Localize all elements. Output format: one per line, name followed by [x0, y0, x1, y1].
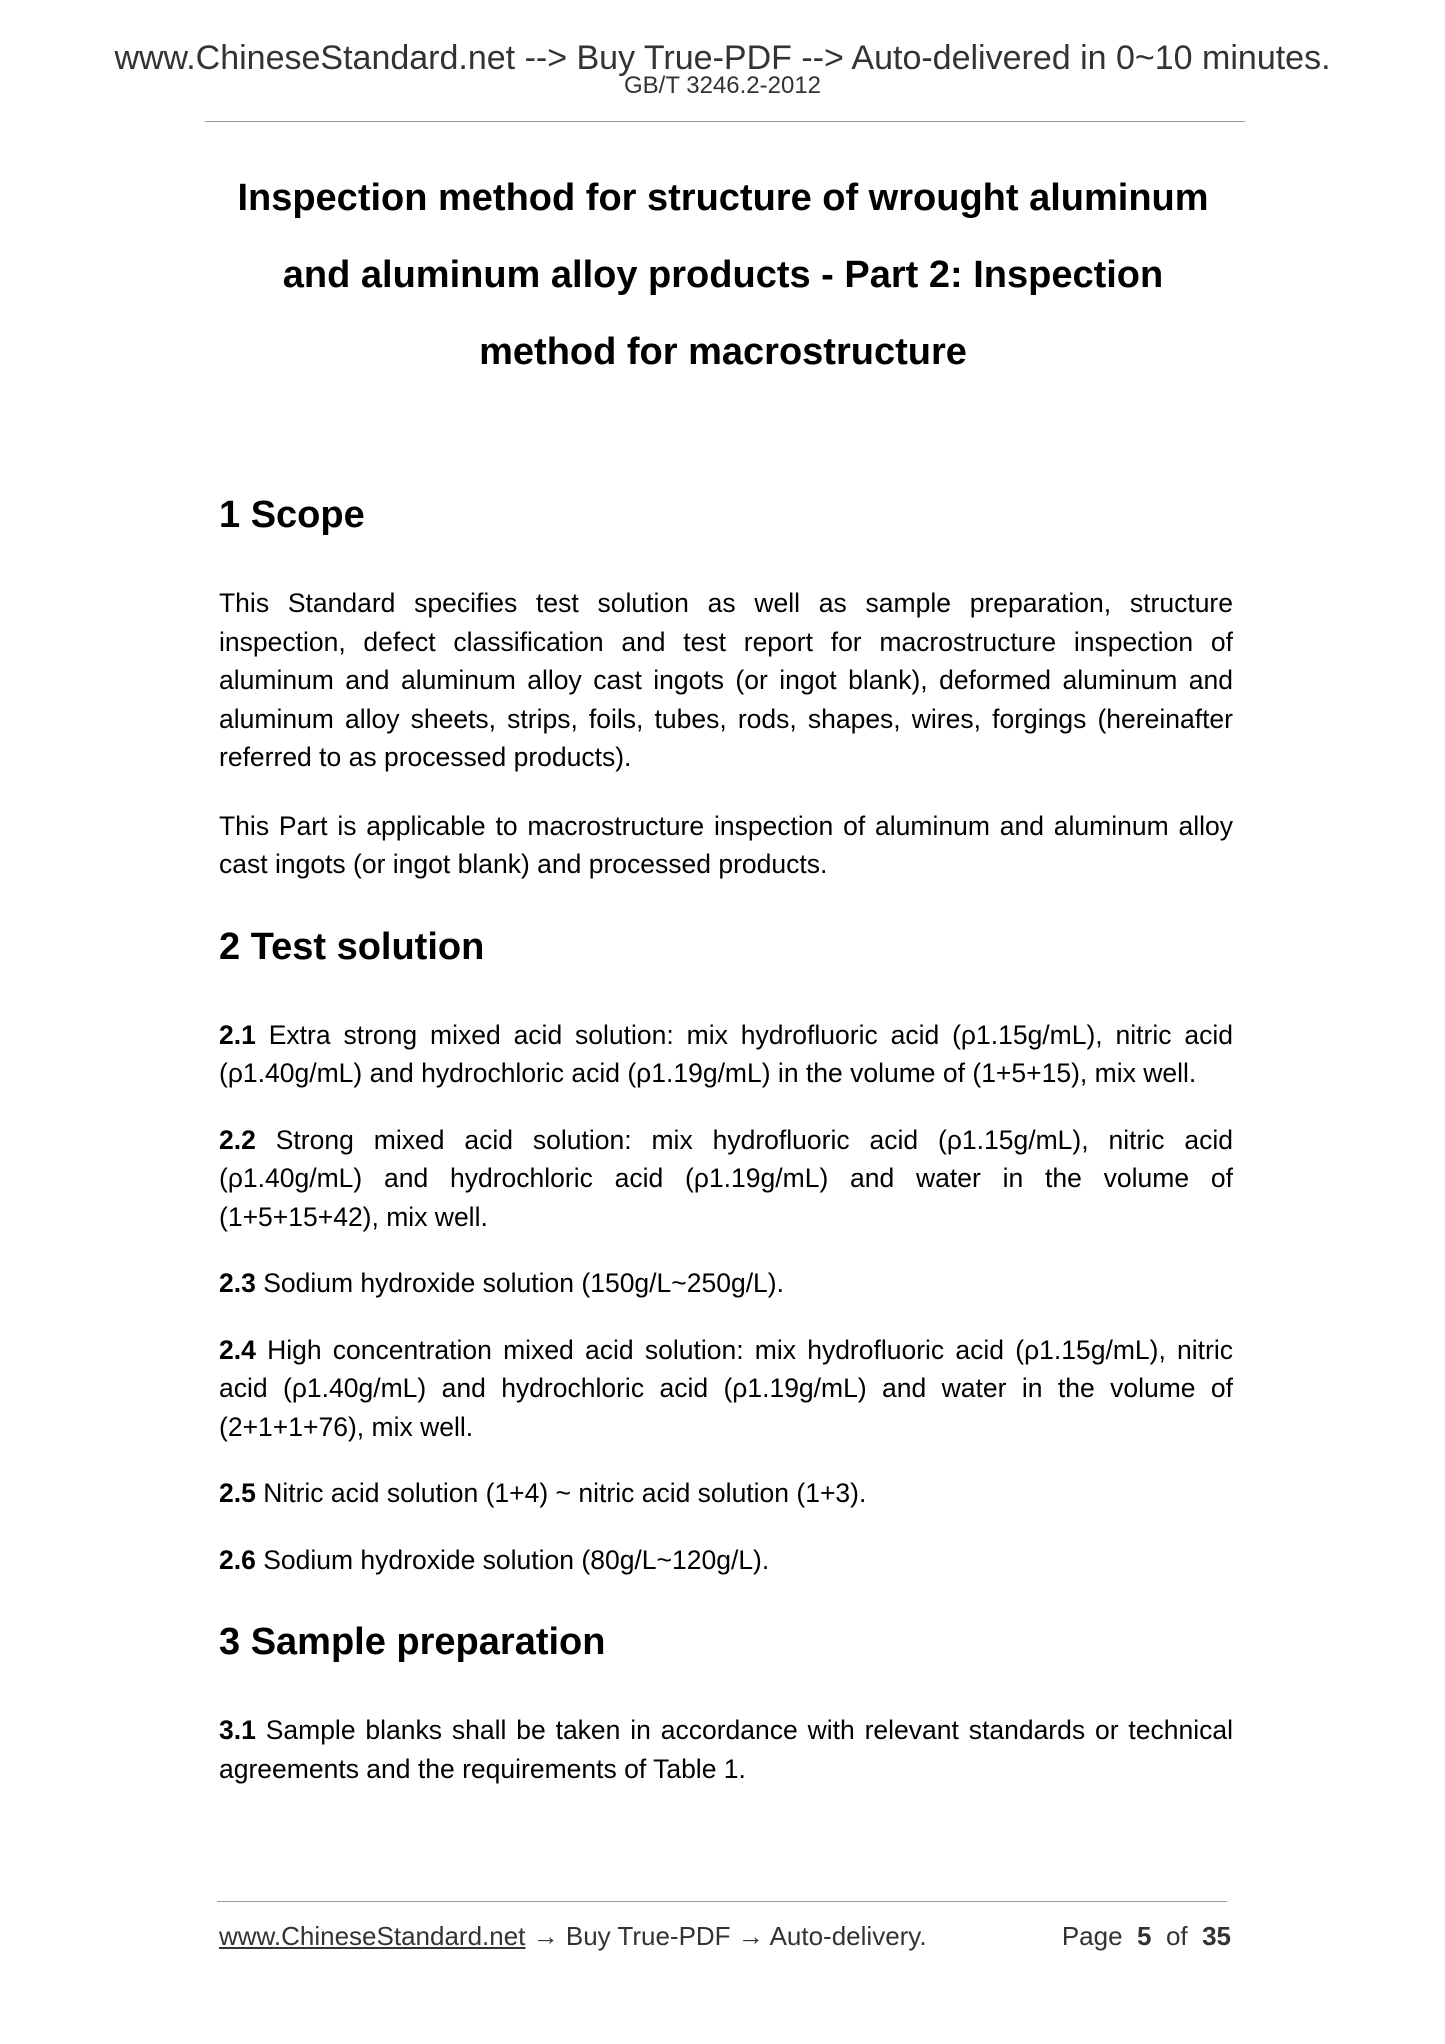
- clause-number: 2.3: [219, 1268, 256, 1298]
- clause-2-6: [219, 1541, 1233, 1580]
- clause-number: 2.1: [219, 1019, 256, 1050]
- clause-2-4: [219, 1331, 1233, 1447]
- clause-2-2: [219, 1121, 1233, 1237]
- title-line-1: Inspection method for structure of wrought aluminum: [237, 177, 1209, 219]
- of-label: of: [1165, 1921, 1188, 1951]
- clause-text: Sodium hydroxide solution (150g/L~250g/L).: [255, 1268, 784, 1298]
- document-body: [219, 492, 1233, 1788]
- clause-2-1: [219, 1016, 1233, 1093]
- footer-website-link[interactable]: www.ChineseStandard.net: [219, 1921, 526, 1951]
- footer-tagline: → Buy True-PDF → Auto-delivery.: [525, 1921, 927, 1951]
- scope-paragraph-1: This Standard specifies test solution as well as sample preparation, structure inspection, defect classification and test report for macrostructure inspection of aluminum and aluminum alloy cast ingots (or ingot blank), deformed aluminum and aluminum alloy sheets, strips, foils, tubes, rods, shapes, wires, forgings (hereinafter referred to as processed products).: [219, 588, 1233, 772]
- clause-number: 3.1: [219, 1715, 256, 1745]
- section-heading-test-solution: 2 Test solution: [219, 925, 485, 968]
- total-page-count: 35: [1202, 1921, 1231, 1951]
- title-line-3: method for macrostructure: [479, 331, 967, 373]
- title-line-2: and aluminum alloy products - Part 2: Inspection: [282, 254, 1164, 296]
- clause-2-3: [219, 1264, 1233, 1303]
- clause-text: Strong mixed acid solution: mix hydrofluoric acid (ρ1.15g/mL), nitric acid (ρ1.40g/mL) and hydrochloric acid (ρ1.19g/mL) and water in the volume of (1+5+15+42), mix well.: [219, 1124, 1233, 1232]
- page-indicator: [1062, 1920, 1231, 1952]
- clause-2-5: [219, 1474, 1233, 1513]
- scope-paragraph-2: This Part is applicable to macrostructure inspection of aluminum and aluminum alloy cast ingots (or ingot blank) and processed products.: [219, 810, 1233, 879]
- document-title: [180, 160, 1266, 391]
- clause-text: Sample blanks shall be taken in accordance with relevant standards or technical agreements and the requirements of Table 1.: [219, 1715, 1233, 1784]
- clause-text: Extra strong mixed acid solution: mix hydrofluoric acid (ρ1.15g/mL), nitric acid (ρ1.40g/mL) and hydrochloric acid (ρ1.19g/mL) in the volume of (1+5+15), mix well.: [219, 1019, 1233, 1088]
- clause-text: High concentration mixed acid solution: mix hydrofluoric acid (ρ1.15g/mL), nitric acid (ρ1.40g/mL) and hydrochloric acid (ρ1.19g/mL) and water in the volume of (2+1+1+76), mix well.: [219, 1334, 1233, 1442]
- section-heading-scope: 1 Scope: [219, 494, 365, 536]
- clause-text: Sodium hydroxide solution (80g/L~120g/L).: [255, 1544, 770, 1575]
- standard-code: GB/T 3246.2-2012: [623, 72, 822, 99]
- page-label: Page: [1061, 1921, 1123, 1951]
- section-heading-sample-preparation: 3 Sample preparation: [219, 1621, 606, 1663]
- clause-text: Nitric acid solution (1+4) ~ nitric acid solution (1+3).: [255, 1478, 867, 1508]
- page-footer: [219, 1920, 1231, 1952]
- clause-3-1: [219, 1711, 1233, 1788]
- top-banner[interactable]: www.ChineseStandard.net --> Buy True-PDF --> Auto-delivered in 0~10 minutes.: [114, 39, 1331, 77]
- clause-number: 2.4: [219, 1334, 256, 1365]
- clause-number: 2.2: [219, 1124, 256, 1155]
- clause-number: 2.5: [219, 1478, 256, 1508]
- current-page-number: 5: [1137, 1921, 1152, 1951]
- clause-number: 2.6: [219, 1544, 256, 1575]
- header-divider: [205, 121, 1245, 122]
- footer-divider: [217, 1901, 1227, 1902]
